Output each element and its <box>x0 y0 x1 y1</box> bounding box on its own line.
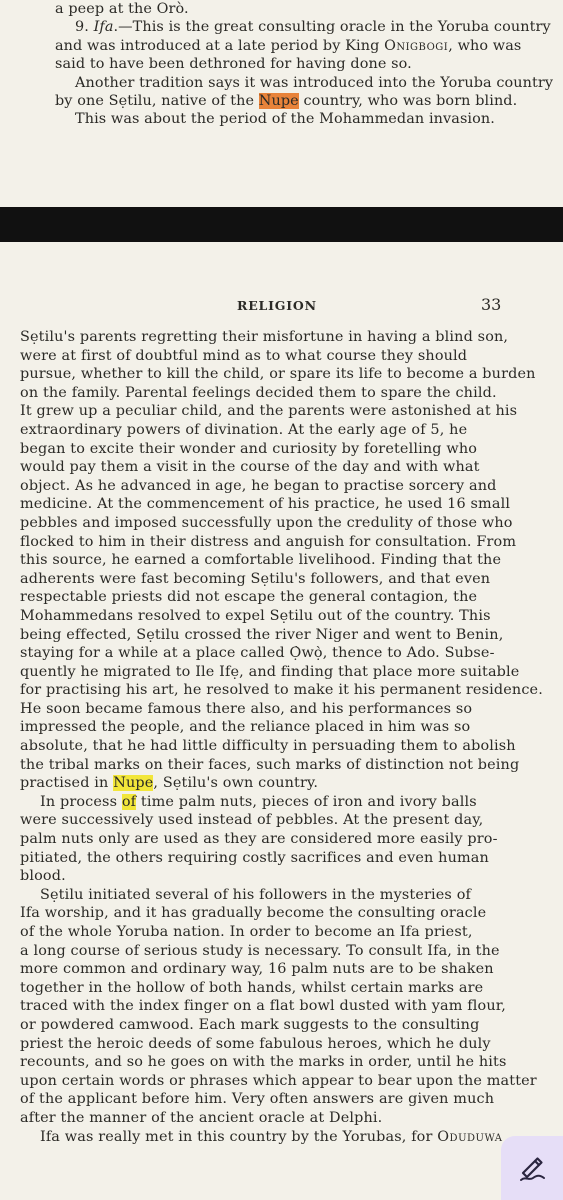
page-33 <box>0 242 563 1200</box>
body-line: blood. <box>20 868 66 885</box>
body-line: In process of time palm nuts, pieces of iron and ivory balls <box>40 793 477 810</box>
top-page-text <box>55 0 553 129</box>
body-line: of the whole Yoruba nation. In order to become an Ifa priest, <box>20 924 473 940</box>
top-line-3: and was introduced at a late period by King Onigbogi, who was <box>55 37 522 54</box>
body-line: quently he migrated to Ile Ifẹ, and finding that place more suitable <box>20 663 520 680</box>
body-line: Ifa worship, and it has gradually become the consulting oracle <box>20 905 487 922</box>
body-line: were at first of doubtful mind as to what course they should <box>20 347 468 364</box>
body-line: Sẹtilu's parents regretting their misfortune in having a blind son, <box>20 329 509 345</box>
body-line: upon certain words or phrases which appear to bear upon the matter <box>20 1072 537 1089</box>
top-line-4: said to have been dethroned for having done so. <box>55 56 412 73</box>
page-body-text <box>20 328 553 1146</box>
top-line-2: 9. Ifa.—This is the great consulting oracle in the Yoruba country <box>75 19 551 36</box>
body-line: Ifa was really met in this country by the Yorubas, for Oduduwa <box>40 1128 503 1145</box>
body-line: or powdered camwood. Each mark suggests to the consulting <box>20 1016 480 1033</box>
body-line: extraordinary powers of divination. At the early age of 5, he <box>20 421 468 438</box>
body-line: would pay them a visit in the course of the day and with what <box>20 459 480 476</box>
body-line: medicine. At the commencement of his practice, he used 16 small <box>20 496 511 513</box>
highlighted-word[interactable]: Nupe <box>113 775 154 792</box>
top-line-5: Another tradition says it was introduced into the Yoruba country <box>75 74 554 91</box>
body-line: absolute, that he had little difficulty in persuading them to abolish <box>20 738 516 755</box>
page-divider <box>0 207 563 242</box>
body-line: pebbles and imposed successfully upon the credulity of those who <box>20 514 513 531</box>
body-line: traced with the index finger on a flat bowl dusted with yam flour, <box>20 998 506 1015</box>
top-line-7: This was about the period of the Mohammedan invasion. <box>75 111 495 128</box>
body-line: began to excite their wonder and curiosity by foretelling who <box>20 440 478 457</box>
body-line: recounts, and so he goes on with the marks in order, until he hits <box>20 1054 507 1071</box>
top-page-fragment <box>0 0 563 207</box>
body-line: pursue, whether to kill the child, or spare its life to become a burden <box>20 366 536 383</box>
body-line: this source, he earned a comfortable livelihood. Finding that the <box>20 552 502 569</box>
body-line: on the family. Parental feelings decided them to spare the child. <box>20 384 497 401</box>
body-line: staying for a while at a place called Ọ̀wọ̀, thence to Ado. Subse- <box>20 645 495 662</box>
ifa-italic: Ifa <box>93 19 114 36</box>
body-line: were successively used instead of pebbles. At the present day, <box>20 812 484 829</box>
body-line: It grew up a peculiar child, and the parents were astonished at his <box>20 403 518 420</box>
body-line: palm nuts only are used as they are considered more easily pro- <box>20 831 498 848</box>
body-line: respectable priests did not escape the general contagion, the <box>20 589 478 606</box>
body-line: Mohammedans resolved to expel Sẹtilu out of the country. This <box>20 607 491 624</box>
body-line: Sẹtilu initiated several of his followers in the mysteries of <box>40 886 471 903</box>
body-line: adherents were fast becoming Sẹtilu's followers, and that even <box>20 570 491 587</box>
body-line: being effected, Sẹtilu crossed the river Niger and went to Benin, <box>20 626 504 643</box>
body-line: more common and ordinary way, 16 palm nuts are to be shaken <box>20 961 494 978</box>
body-line: flocked to him in their distress and anguish for consultation. From <box>20 533 517 550</box>
body-line: priest the heroic deeds of some fabulous heroes, which he duly <box>20 1035 491 1052</box>
top-line-6: by one Sẹtilu, native of the Nupe country, who was born blind. <box>55 92 518 109</box>
highlighted-word[interactable]: of <box>121 793 137 810</box>
body-line: object. As he advanced in age, he began to practise sorcery and <box>20 477 497 494</box>
highlighted-word[interactable]: Nupe <box>258 92 299 109</box>
body-line: for practising his art, he resolved to make it his permanent residence. <box>20 682 543 699</box>
body-line: the tribal marks on their faces, such marks of distinction not being <box>20 756 520 773</box>
running-title: RELIGION <box>237 298 317 313</box>
body-line: together in the hollow of both hands, whilst certain marks are <box>20 979 484 996</box>
body-line: impressed the people, and the reliance placed in him was so <box>20 719 471 736</box>
oduduwa-name: Oduduwa <box>437 1128 503 1145</box>
pen-squiggle-icon <box>517 1153 547 1183</box>
body-line: a long course of serious study is necessary. To consult Ifa, in the <box>20 942 500 959</box>
pen-tool-button[interactable] <box>501 1136 563 1200</box>
body-line: of the applicant before him. Very often answers are given much <box>20 1091 495 1108</box>
body-line: He soon became famous there also, and his performances so <box>20 700 473 717</box>
running-head <box>0 295 563 316</box>
top-line-1: a peep at the Orò. <box>55 1 189 17</box>
body-line: pitiated, the others requiring costly sacrifices and even human <box>20 849 489 866</box>
king-name: Onigbogi <box>384 37 449 54</box>
page-number: 33 <box>481 295 502 314</box>
body-line: practised in Nupe, Sẹtilu's own country. <box>20 775 319 792</box>
body-line: after the manner of the ancient oracle at Delphi. <box>20 1109 383 1126</box>
